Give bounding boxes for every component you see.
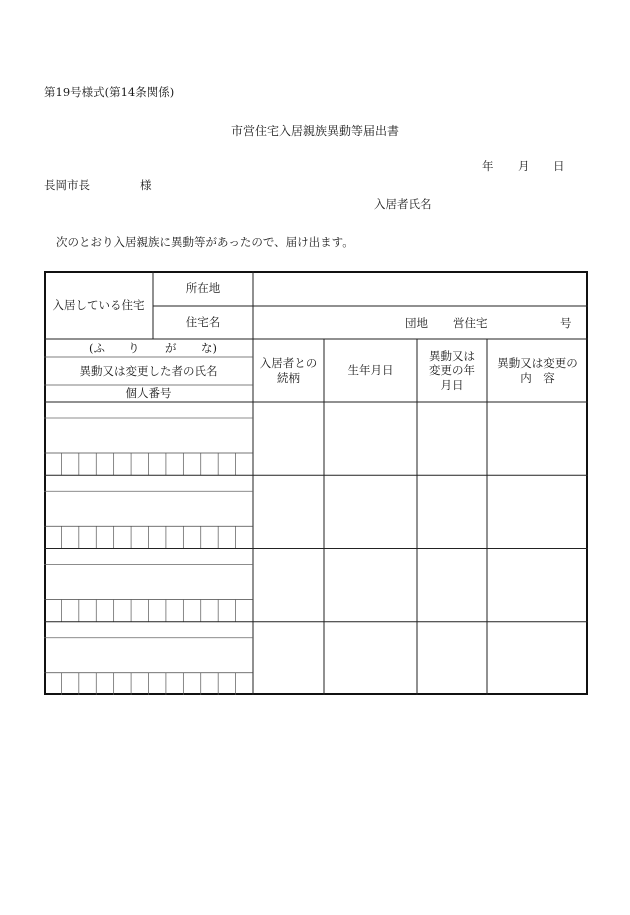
- name-field[interactable]: [44, 491, 253, 526]
- change-date-field[interactable]: [417, 402, 487, 475]
- change-content-field[interactable]: [487, 622, 588, 695]
- personal-number-field[interactable]: [44, 453, 253, 475]
- birthdate-field[interactable]: [324, 475, 417, 548]
- personal-number-field[interactable]: [44, 526, 253, 548]
- danchi-label: 団地: [405, 316, 428, 330]
- housing-name-label: 住宅名: [185, 315, 221, 330]
- eijutaku-label: 営住宅: [453, 316, 488, 330]
- personal-number-field[interactable]: [44, 600, 253, 622]
- change-date-field[interactable]: [417, 622, 487, 695]
- furigana-field[interactable]: [44, 402, 253, 418]
- furigana-field[interactable]: [44, 549, 253, 565]
- birthdate-label: 生年月日: [347, 363, 394, 378]
- room-number-label: 号: [560, 316, 572, 330]
- statement: 次のとおり入居親族に異動等があったので、届け出ます。: [56, 235, 354, 249]
- birthdate-field[interactable]: [324, 549, 417, 622]
- honorific: 様: [140, 178, 152, 192]
- furigana-field[interactable]: [44, 622, 253, 638]
- notification-form-table: [44, 271, 588, 695]
- furigana-field[interactable]: [44, 475, 253, 491]
- relationship-field[interactable]: [253, 402, 324, 475]
- addressee: 長岡市長: [44, 178, 90, 192]
- change-content-field[interactable]: [487, 475, 588, 548]
- furigana-ri: り: [128, 341, 140, 355]
- change-date-field[interactable]: [417, 475, 487, 548]
- applicant-name-label: 入居者氏名: [374, 197, 432, 211]
- change-date-label: 異動又は 変更の年 月日: [429, 348, 475, 392]
- change-content-field[interactable]: [487, 402, 588, 475]
- residence-label: 入居している住宅: [52, 297, 145, 312]
- relationship-label: 入居者との 続柄: [259, 355, 318, 385]
- personal-number-label: 個人番号: [125, 386, 172, 401]
- date-year-label: 年: [482, 159, 494, 173]
- date-day-label: 日: [553, 159, 565, 173]
- name-field[interactable]: [44, 565, 253, 600]
- change-date-field[interactable]: [417, 549, 487, 622]
- birthdate-field[interactable]: [324, 402, 417, 475]
- furigana-na: な): [201, 341, 217, 355]
- furigana-fu: (ふ: [89, 341, 105, 355]
- form-title: 市営住宅入居親族異動等届出書: [230, 124, 399, 138]
- furigana-ga: が: [165, 341, 177, 355]
- birthdate-field[interactable]: [324, 622, 417, 695]
- location-label: 所在地: [185, 281, 221, 296]
- name-field[interactable]: [44, 418, 253, 453]
- changed-person-name-label: 異動又は変更した者の氏名: [79, 363, 218, 378]
- location-field[interactable]: [253, 271, 588, 306]
- name-field[interactable]: [44, 638, 253, 673]
- change-content-label: 異動又は変更の 内 容: [497, 355, 578, 385]
- relationship-field[interactable]: [253, 549, 324, 622]
- relationship-field[interactable]: [253, 475, 324, 548]
- relationship-field[interactable]: [253, 622, 324, 695]
- personal-number-field[interactable]: [44, 673, 253, 695]
- change-content-field[interactable]: [487, 549, 588, 622]
- form-number: 第19号様式(第14条関係): [44, 85, 175, 99]
- date-month-label: 月: [518, 159, 530, 173]
